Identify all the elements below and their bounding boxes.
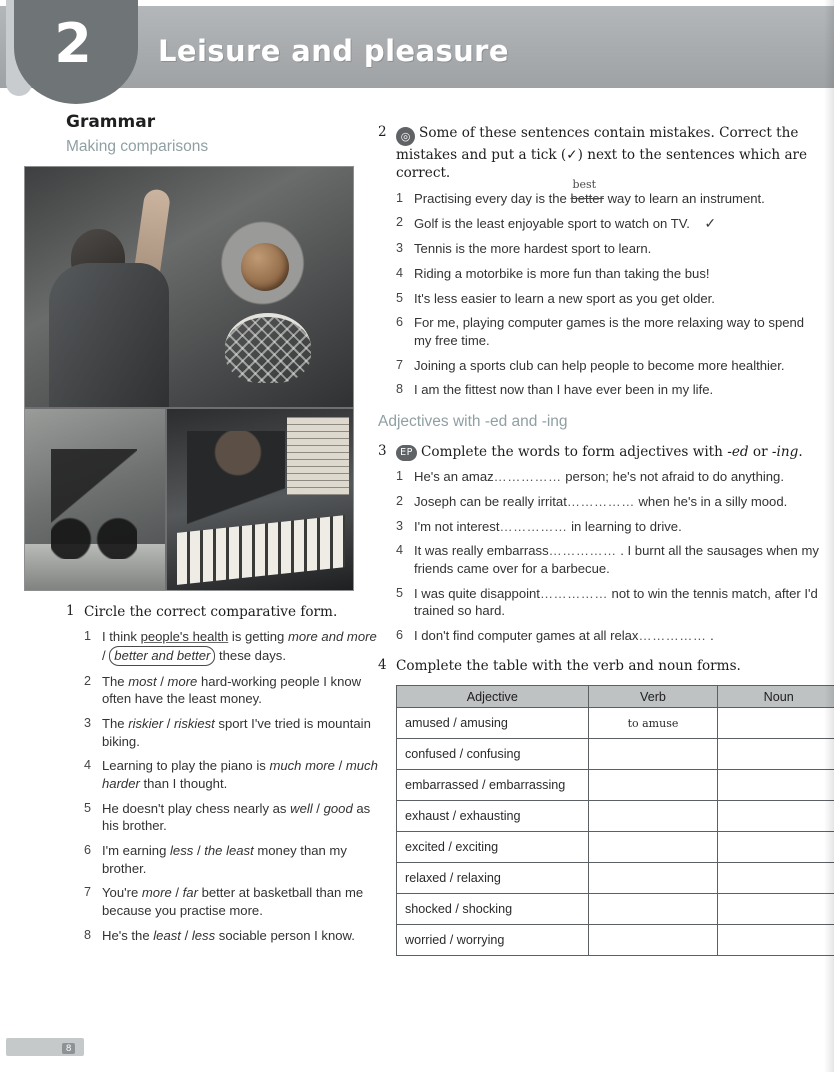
exercise-3-rubric xyxy=(396,444,803,460)
exercise-2 xyxy=(378,124,822,399)
table-row xyxy=(397,708,834,739)
answer-gap[interactable]: …………… xyxy=(548,543,617,559)
item-number: 4 xyxy=(396,543,404,558)
list-item[interactable] xyxy=(84,927,378,945)
item-number: 4 xyxy=(396,265,404,280)
item-text-pre: It was really embarrass xyxy=(414,543,549,559)
table-row xyxy=(397,894,834,925)
item-number: 8 xyxy=(84,927,92,942)
cell-verb[interactable] xyxy=(588,894,718,925)
cell-noun[interactable] xyxy=(718,832,834,863)
list-item[interactable] xyxy=(84,800,378,835)
item-text-pre: I'm earning xyxy=(102,843,171,859)
item-text-post: in learning to drive. xyxy=(567,518,682,534)
cell-noun[interactable] xyxy=(718,894,834,925)
item-text-post: when he's in a silly mood. xyxy=(634,493,788,509)
item-number: 1 xyxy=(396,469,404,484)
struck-word: better xyxy=(570,190,604,206)
cell-adjective: excited / exciting xyxy=(397,832,589,863)
item-text-pre: I was quite disappoint xyxy=(414,585,540,601)
item-number: 3 xyxy=(84,716,92,731)
basketball-photo xyxy=(25,167,354,407)
cell-verb[interactable] xyxy=(588,801,718,832)
option-a[interactable]: well xyxy=(290,800,313,816)
cell-adjective: embarrassed / embarrassing xyxy=(397,770,589,801)
item-number: 2 xyxy=(396,493,404,508)
column-header-adjective: Adjective xyxy=(397,686,589,708)
item-number: 5 xyxy=(84,800,92,815)
basketball-player-body xyxy=(49,263,169,407)
cell-adjective: shocked / shocking xyxy=(397,894,589,925)
left-column xyxy=(66,112,378,951)
list-item[interactable] xyxy=(84,628,378,665)
item-number: 3 xyxy=(396,241,404,256)
table-row xyxy=(397,832,834,863)
list-item[interactable] xyxy=(84,715,378,750)
option-a[interactable]: less xyxy=(170,843,194,859)
list-item[interactable] xyxy=(396,493,822,511)
list-item[interactable] xyxy=(396,468,822,486)
handwritten-correction: best xyxy=(572,177,597,191)
item-text-pre: The xyxy=(102,716,129,732)
item-text-pre: He's the xyxy=(102,927,154,943)
item-text-post: . xyxy=(706,628,714,643)
answer-gap[interactable]: …………… xyxy=(493,469,562,485)
exercise-3-items xyxy=(396,468,822,644)
item-number: 3 xyxy=(396,518,404,533)
item-number: 7 xyxy=(84,885,92,900)
answer-gap[interactable]: …………… xyxy=(539,585,608,601)
option-b[interactable]: much harder xyxy=(102,758,378,792)
item-text-pre: Joseph can be really irritat xyxy=(414,493,567,509)
option-b[interactable]: riskiest xyxy=(174,716,215,732)
table-row xyxy=(397,925,834,956)
item-text-post: money than my brother. xyxy=(102,843,347,876)
item-text-pre: Riding a motorbike is more fun than taking the bus! xyxy=(414,265,710,281)
exercise-2-items xyxy=(396,177,822,399)
item-text-pre: He doesn't play chess nearly as xyxy=(102,800,291,816)
option-a[interactable]: more and more xyxy=(287,629,377,645)
item-number: 5 xyxy=(396,585,404,600)
option-separator: / xyxy=(163,716,175,732)
headphones-icon: ◎ xyxy=(396,127,415,146)
list-item[interactable] xyxy=(396,240,822,258)
exercise-2-rubric xyxy=(396,125,807,181)
exercise-3-rubric-part1: Complete the words to form adjectives with xyxy=(421,443,728,460)
subsection-title-making-comparisons: Making comparisons xyxy=(66,138,209,155)
item-text-pre: Learning to play the piano is xyxy=(102,758,270,774)
item-text-post: person; he's not afraid to do anything. xyxy=(561,469,784,485)
item-text-pre: Practising every day is the xyxy=(414,190,571,206)
item-text-post: sociable person I know. xyxy=(215,927,355,943)
item-number: 6 xyxy=(396,628,404,642)
option-a[interactable]: much more xyxy=(269,758,335,774)
cell-adjective: amused / amusing xyxy=(397,708,589,739)
list-item[interactable] xyxy=(396,518,822,536)
unit-title: Leisure and pleasure xyxy=(158,34,509,68)
option-a[interactable]: most xyxy=(128,673,157,689)
item-number: 6 xyxy=(396,315,404,330)
item-text-pre: I am the fittest now than I have ever been in my life. xyxy=(414,382,714,398)
cell-adjective: exhaust / exhausting xyxy=(397,801,589,832)
piano-photo xyxy=(167,409,354,591)
list-item[interactable] xyxy=(396,214,822,233)
item-text-pre: Golf is the least enjoyable sport to watch on TV. xyxy=(414,216,690,232)
item-text-post: these days. xyxy=(215,648,286,664)
basketball-ball xyxy=(241,243,289,291)
option-separator: / xyxy=(180,927,192,943)
item-text-pre: For me, playing computer games is the more relaxing way to spend my free time. xyxy=(414,315,805,348)
item-text-pre: Joining a sports club can help people to become more healthier. xyxy=(414,357,785,373)
item-text-pre: I don't find computer games at all relax xyxy=(414,628,639,643)
cell-noun[interactable] xyxy=(718,925,834,956)
answer-gap[interactable]: …………… xyxy=(638,628,707,643)
item-text-pre: I think xyxy=(102,629,141,645)
list-item[interactable] xyxy=(396,585,822,620)
photo-collage xyxy=(24,166,354,591)
column-header-noun: Noun xyxy=(718,686,834,708)
item-text-pre: I'm not interest xyxy=(414,518,500,534)
item-text-post: than I thought. xyxy=(139,776,228,792)
cell-noun[interactable] xyxy=(718,739,834,770)
item-number: 7 xyxy=(396,357,404,372)
option-separator: / xyxy=(102,648,110,664)
column-header-verb: Verb xyxy=(588,686,718,708)
cell-verb[interactable] xyxy=(588,863,718,894)
exercise-2-number: 2 xyxy=(378,124,387,140)
option-separator: / xyxy=(334,758,346,774)
answer-gap[interactable]: …………… xyxy=(566,493,635,509)
sheet-music xyxy=(287,417,349,495)
item-text-post: hard-working people I know often have the least money. xyxy=(102,673,362,707)
table-row xyxy=(397,863,834,894)
page-edge-shadow xyxy=(824,0,834,1072)
item-number: 4 xyxy=(84,758,92,773)
item-number: 1 xyxy=(396,190,404,205)
option-a[interactable]: more xyxy=(141,885,172,901)
verb-noun-table xyxy=(396,685,834,956)
exercise-4 xyxy=(378,657,822,956)
item-number: 5 xyxy=(396,290,404,305)
basketball-hoop-net xyxy=(225,313,311,383)
option-a[interactable]: riskier xyxy=(128,716,164,732)
list-item[interactable] xyxy=(396,314,822,349)
table-header-row xyxy=(397,686,834,708)
exercise-1-number: 1 xyxy=(66,603,75,619)
page-number: 8 xyxy=(62,1043,75,1054)
cell-verb[interactable] xyxy=(588,832,718,863)
table-row xyxy=(397,801,834,832)
exam-practice-icon: EP xyxy=(396,445,417,461)
cell-adjective: worried / worrying xyxy=(397,925,589,956)
cycling-photo xyxy=(25,409,165,591)
item-text-post: not to win the tennis match, after I'd trained so hard. xyxy=(414,585,818,619)
item-number: 2 xyxy=(396,215,404,230)
item-number: 8 xyxy=(396,382,404,397)
item-text-pre: You're xyxy=(102,885,142,901)
item-number: 1 xyxy=(84,629,92,644)
exercise-1-items xyxy=(84,628,378,944)
option-separator: / xyxy=(156,673,168,689)
exercise-3-rubric-or: or xyxy=(748,443,772,460)
option-b[interactable]: good xyxy=(323,800,353,816)
exercise-3-rubric-end: . xyxy=(798,443,803,460)
option-separator: / xyxy=(193,843,205,859)
cell-noun[interactable] xyxy=(718,770,834,801)
cell-adjective: relaxed / relaxing xyxy=(397,863,589,894)
item-number: 6 xyxy=(84,843,92,858)
list-item[interactable] xyxy=(396,542,822,577)
cell-noun[interactable] xyxy=(718,801,834,832)
subsection-title-adjectives: Adjectives with -ed and -ing xyxy=(378,412,568,430)
item-text-post: as his brother. xyxy=(102,800,371,834)
list-item[interactable] xyxy=(396,627,822,645)
option-separator: / xyxy=(312,800,324,816)
list-item[interactable] xyxy=(84,884,378,919)
answer-tick: ✓ xyxy=(704,215,717,232)
item-text-pre: It's less easier to learn a new sport as you get older. xyxy=(414,290,715,306)
table-row xyxy=(397,739,834,770)
exercise-3-number: 3 xyxy=(378,442,387,459)
option-b-circled[interactable]: better and better xyxy=(109,646,215,666)
cell-verb[interactable] xyxy=(588,925,718,956)
cell-adjective: confused / confusing xyxy=(397,739,589,770)
correction-group xyxy=(570,177,604,208)
item-text-post: . I burnt all the sausages when my friends came over for a barbecue. xyxy=(414,543,819,576)
item-text-pre: Tennis is the more hardest sport to learn. xyxy=(414,241,652,257)
list-item[interactable] xyxy=(84,842,378,877)
cell-noun[interactable] xyxy=(718,708,834,739)
item-text-post: sport I've tried is mountain biking. xyxy=(102,716,371,749)
list-item[interactable] xyxy=(84,757,378,792)
option-b[interactable]: far xyxy=(182,885,198,901)
cell-verb[interactable]: to amuse xyxy=(588,708,718,739)
exercise-1 xyxy=(66,603,378,944)
exercise-3 xyxy=(378,443,822,645)
unit-number: 2 xyxy=(54,12,92,75)
option-b[interactable]: less xyxy=(191,927,216,943)
item-text-post: better at basketball than me because you practise more. xyxy=(102,885,364,919)
tick-symbol-inline: ✓ xyxy=(566,147,578,163)
option-a[interactable]: least xyxy=(153,927,181,943)
cell-verb[interactable] xyxy=(588,770,718,801)
section-title-grammar: Grammar xyxy=(66,112,156,132)
list-item[interactable] xyxy=(396,357,822,375)
item-text-post: way to learn an instrument. xyxy=(603,190,765,206)
option-b[interactable]: more xyxy=(167,673,198,689)
exercise-3-suffix-ing: -ing xyxy=(771,443,799,460)
option-separator: / xyxy=(171,885,183,901)
exercise-3-suffix-ed: -ed xyxy=(727,443,749,460)
table-row xyxy=(397,770,834,801)
answer-gap[interactable]: …………… xyxy=(499,518,568,534)
cell-verb[interactable] xyxy=(588,739,718,770)
exercise-2-rubric-part1: Some of these sentences contain mistakes. Correct the mistakes and put a tick ( xyxy=(396,125,799,163)
option-b[interactable]: the least xyxy=(204,843,254,859)
exercise-2-rubric-part2: ) next to the sentences which are correct. xyxy=(396,147,808,182)
item-text-pre: He's an amaz xyxy=(414,469,494,485)
item-underlined-phrase: people's health xyxy=(140,629,229,645)
list-item[interactable] xyxy=(396,381,822,399)
exercise-4-number: 4 xyxy=(378,656,387,673)
item-text-pre: The xyxy=(102,673,129,689)
exercise-1-rubric: Circle the correct comparative form. xyxy=(84,604,338,620)
list-item[interactable] xyxy=(84,673,378,708)
list-item[interactable] xyxy=(396,177,822,208)
exercise-4-rubric: Complete the table with the verb and noun forms. xyxy=(396,657,741,674)
item-text-mid: is getting xyxy=(228,629,288,645)
list-item[interactable] xyxy=(396,265,822,283)
cell-noun[interactable] xyxy=(718,863,834,894)
right-column xyxy=(378,112,822,956)
item-number: 2 xyxy=(84,673,92,688)
list-item[interactable] xyxy=(396,290,822,308)
cyclist-figure xyxy=(51,449,137,559)
